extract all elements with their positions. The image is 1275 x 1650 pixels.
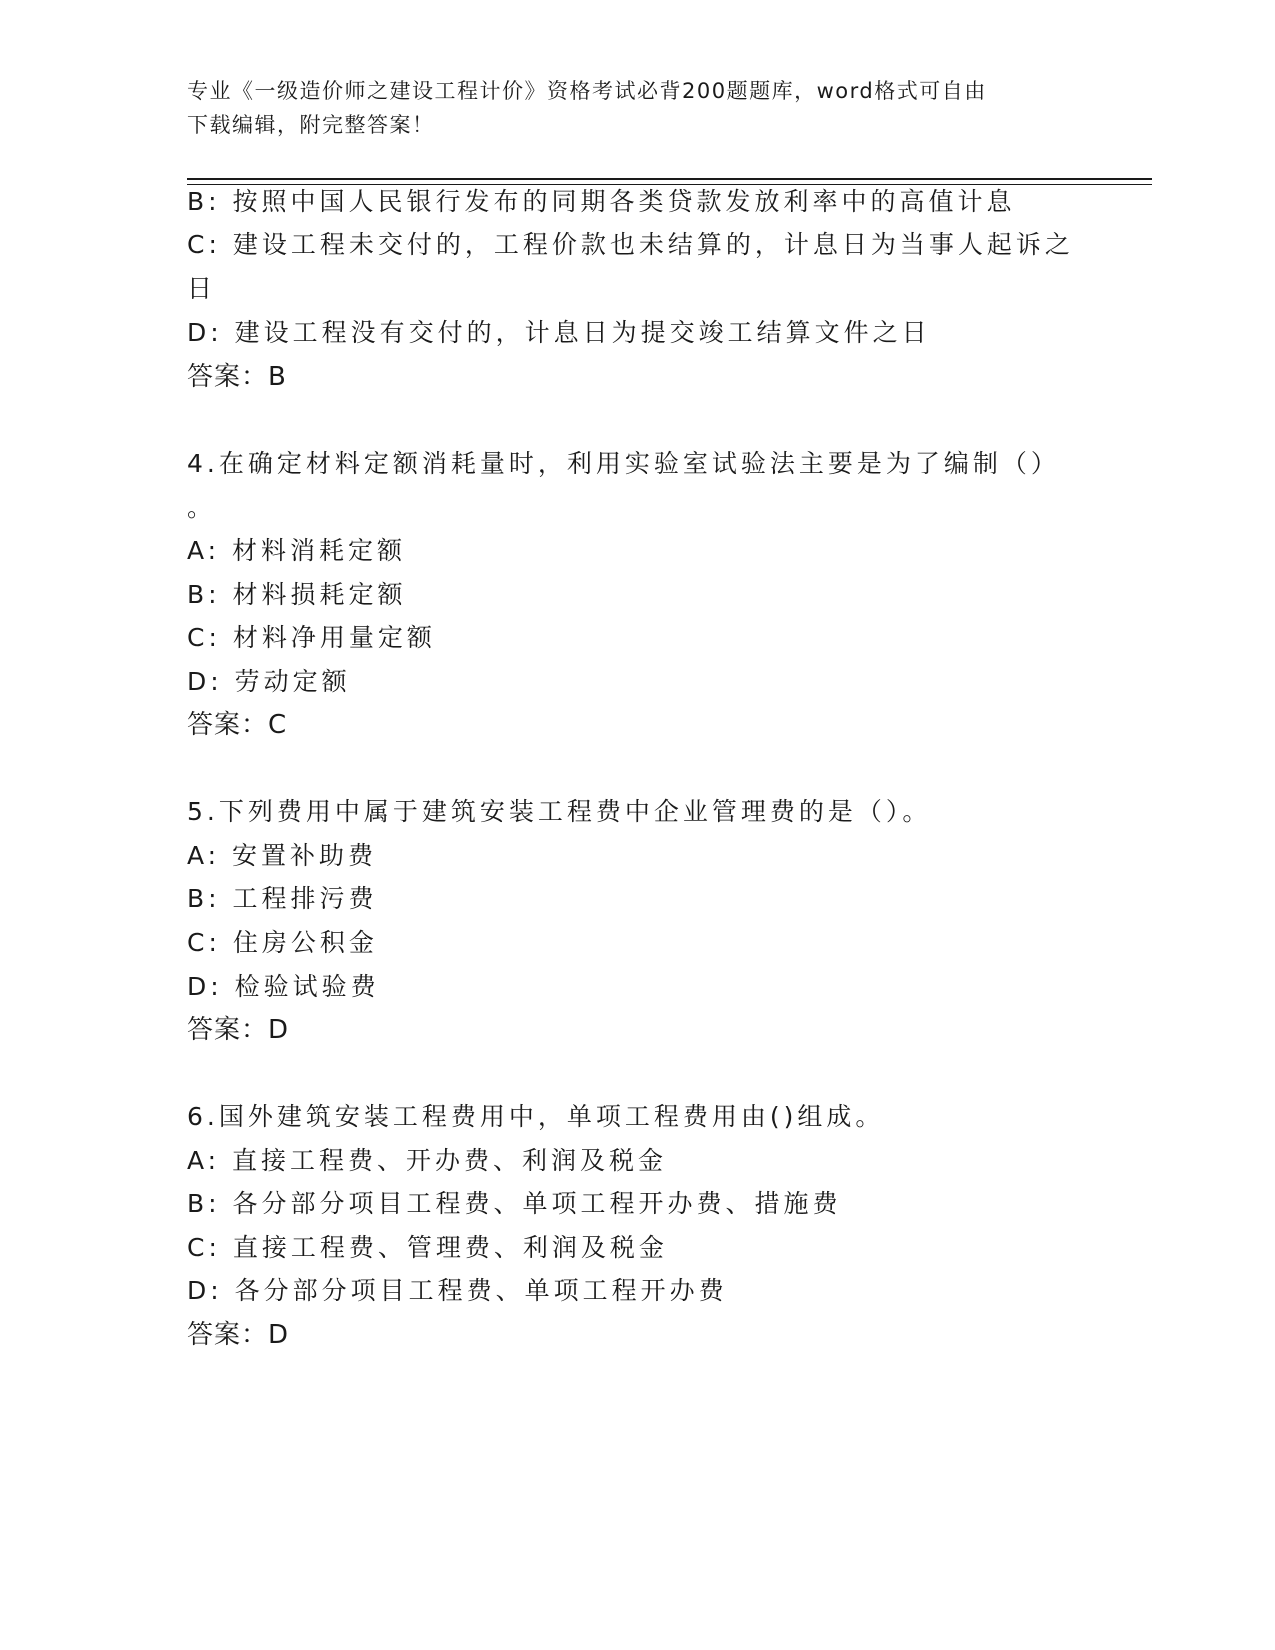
q6-option-a: A: 直接工程费、开办费、利润及税金 (187, 1146, 668, 1175)
document-header (187, 74, 1067, 142)
q3-answer: 答案：B (187, 362, 287, 392)
q4-option-a: A: 材料消耗定额 (187, 536, 407, 565)
q6-option-d: D: 各分部分项目工程费、单项工程开办费 (187, 1276, 728, 1305)
q6-option-b: B: 各分部分项目工程费、单项工程开办费、措施费 (187, 1189, 842, 1218)
q4-option-d: D: 劳动定额 (187, 667, 351, 696)
q5-option-c: C: 住房公积金 (187, 928, 378, 957)
q5-option-b: B: 工程排污费 (187, 884, 378, 913)
q3-option-c: C: 建设工程未交付的，工程价款也未结算的，计息日为当事人起诉之 (187, 230, 1074, 259)
q5-answer: 答案：D (187, 1015, 290, 1045)
header-rule-thick (187, 178, 1152, 180)
q6-stem: 6.国外建筑安装工程费用中，单项工程费用由()组成。 (187, 1102, 885, 1131)
q6-option-c: C: 直接工程费、管理费、利润及税金 (187, 1233, 668, 1262)
q5-option-d: D: 检验试验费 (187, 972, 380, 1001)
q3-option-c-continued: 日 (187, 274, 217, 303)
q6-answer: 答案：D (187, 1320, 290, 1350)
q4-answer: 答案：C (187, 710, 288, 740)
q3-option-b: B: 按照中国人民银行发布的同期各类贷款发放利率中的高值计息 (187, 187, 1016, 216)
q4-option-b: B: 材料损耗定额 (187, 580, 407, 609)
header-rule-thin (187, 184, 1152, 185)
header-line-2: 下载编辑，附完整答案！ (187, 113, 435, 137)
q5-stem: 5.下列费用中属于建筑安装工程费中企业管理费的是（）。 (187, 797, 932, 826)
q4-stem-continued: 。 (187, 493, 217, 522)
q4-option-c: C: 材料净用量定额 (187, 623, 436, 652)
q3-option-d: D: 建设工程没有交付的，计息日为提交竣工结算文件之日 (187, 318, 931, 347)
q5-option-a: A: 安置补助费 (187, 841, 378, 870)
header-line-1: 专业《一级造价师之建设工程计价》资格考试必背200题题库，word格式可自由 (187, 79, 987, 103)
q4-stem: 4.在确定材料定额消耗量时，利用实验室试验法主要是为了编制（） (187, 449, 1060, 478)
